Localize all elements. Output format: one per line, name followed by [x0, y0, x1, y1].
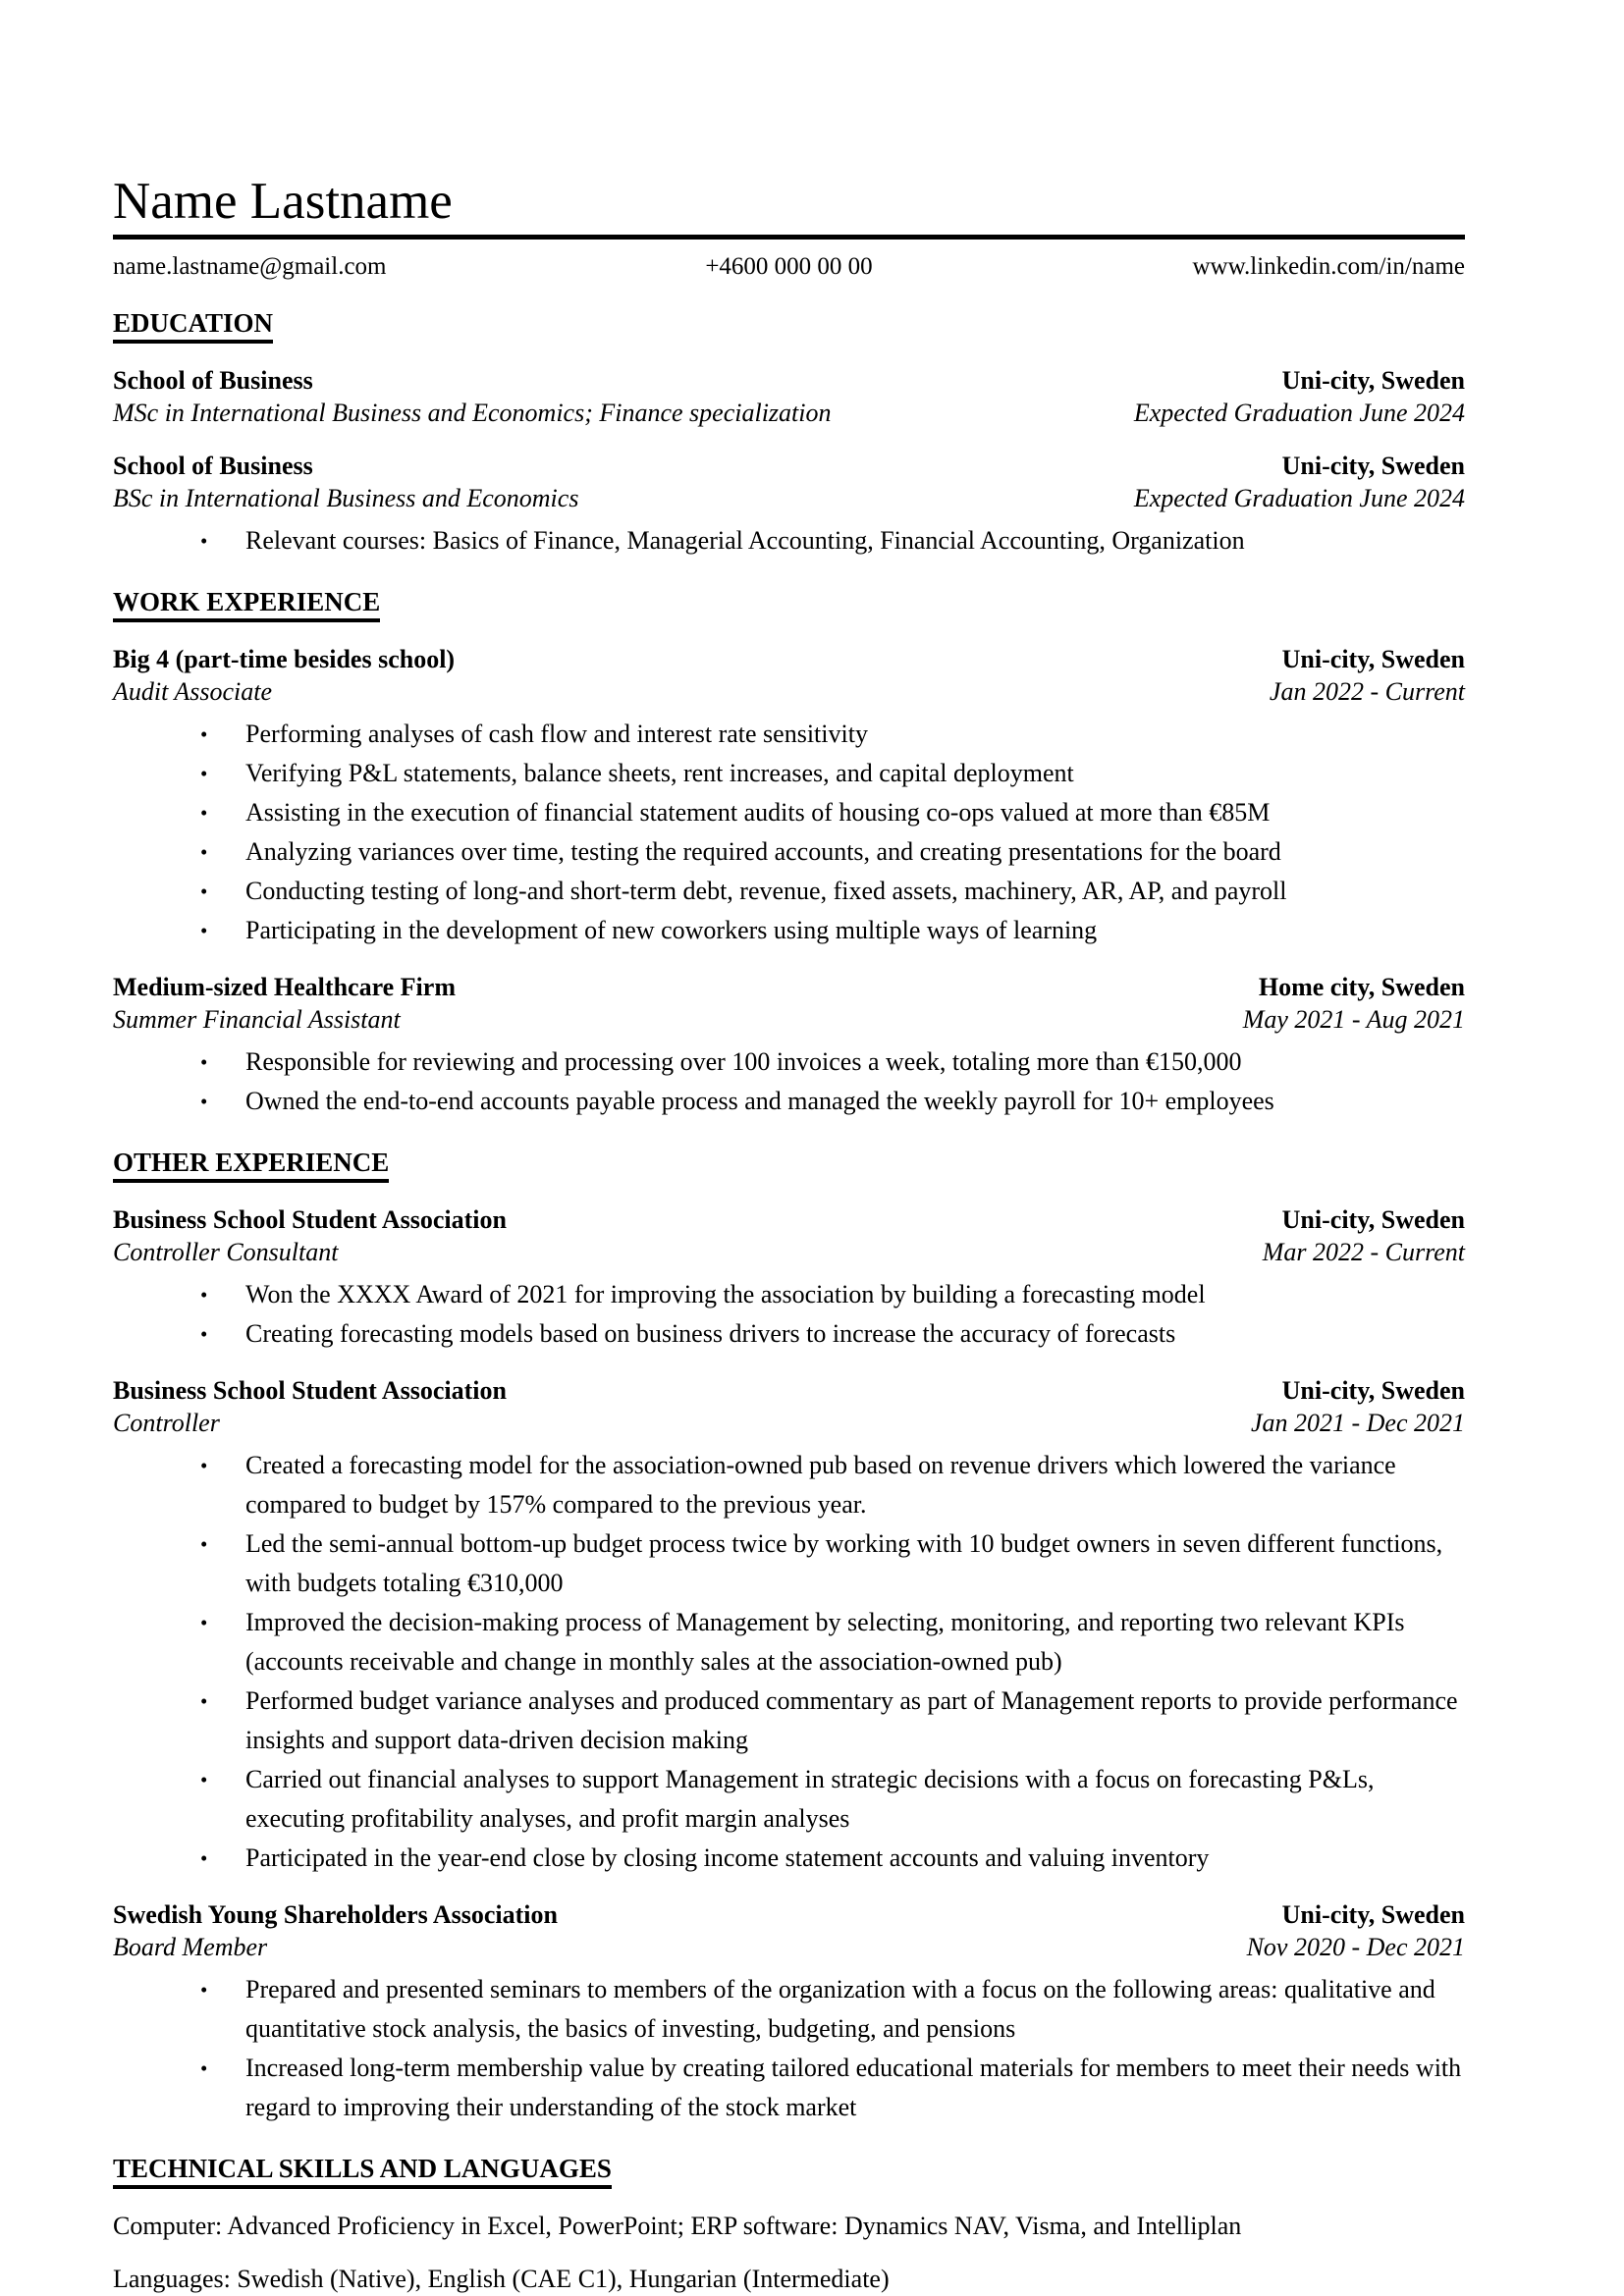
- bullet-item: • Created a forecasting model for the association-owned pub based on revenue drivers which lowered the variance compared to budget by 157% compared to the previous year.: [245, 1446, 1463, 1524]
- section-other-experience: [113, 1121, 1465, 2127]
- bullet-item: • Relevant courses: Basics of Finance, Managerial Accounting, Financial Accounting, Organization: [245, 521, 1463, 561]
- work-entry: [113, 971, 1465, 1121]
- section-heading-work-experience: WORK EXPERIENCE: [113, 587, 380, 622]
- education-entry: [113, 364, 1465, 429]
- org-name: Business School Student Association: [113, 1205, 507, 1235]
- bullet-list: [113, 1970, 1465, 2127]
- section-work-experience: [113, 561, 1465, 1121]
- bullet-item: • Owned the end-to-end accounts payable process and managed the weekly payroll for 10+ employees: [245, 1082, 1463, 1121]
- bullet-list: [113, 521, 1465, 561]
- org-name: Big 4 (part-time besides school): [113, 645, 456, 674]
- entry-location: Home city, Sweden: [1258, 973, 1465, 1002]
- entry-subtitle-row: [113, 1407, 1465, 1439]
- entry-dates: Nov 2020 - Dec 2021: [1246, 1933, 1465, 1962]
- entry-subtitle-row: [113, 397, 1465, 429]
- bullet-item: • Assisting in the execution of financial statement audits of housing co-ops valued at more than €85M: [245, 793, 1463, 832]
- entry-role: MSc in International Business and Economics; Finance specialization: [113, 399, 832, 428]
- section-skills-languages: [113, 2127, 1465, 2295]
- entry-location: Uni-city, Sweden: [1281, 1205, 1465, 1235]
- entry-role: BSc in International Business and Economics: [113, 484, 579, 513]
- entry-header-row: [113, 971, 1465, 1003]
- entry-subtitle-row: [113, 1003, 1465, 1036]
- contact-row: [113, 252, 1465, 282]
- bullet-item: • Verifying P&L statements, balance sheets, rent increases, and capital deployment: [245, 754, 1463, 793]
- entry-header-row: [113, 1203, 1465, 1236]
- bullet-list: [113, 715, 1465, 950]
- resume-page: [113, 0, 1465, 2295]
- entry-subtitle-row: [113, 1236, 1465, 1268]
- bullet-item: • Won the XXXX Award of 2021 for improving the association by building a forecasting model: [245, 1275, 1463, 1314]
- work-entry: [113, 643, 1465, 950]
- entry-location: Uni-city, Sweden: [1281, 452, 1465, 481]
- entry-dates: Jan 2021 - Dec 2021: [1250, 1409, 1465, 1438]
- bullet-list: [113, 1042, 1465, 1121]
- entry-dates: Mar 2022 - Current: [1262, 1238, 1465, 1267]
- education-entry: [113, 450, 1465, 561]
- bullet-item: • Increased long-term membership value by creating tailored educational materials for members to meet their needs with regard to improving their understanding of the stock market: [245, 2049, 1463, 2127]
- entry-header-row: [113, 1898, 1465, 1931]
- bullet-item: • Carried out financial analyses to support Management in strategic decisions with a focus on forecasting P&Ls, executing profitability analyses, and profit margin analyses: [245, 1760, 1463, 1839]
- contact-linkedin: www.linkedin.com/in/name: [1192, 253, 1465, 281]
- entry-role: Controller Consultant: [113, 1238, 339, 1267]
- bullet-item: • Improved the decision-making process of Management by selecting, monitoring, and reporting two relevant KPIs (accounts receivable and change in monthly sales at the association-owned pub): [245, 1603, 1463, 1682]
- org-name: Medium-sized Healthcare Firm: [113, 973, 456, 1002]
- entry-dates: May 2021 - Aug 2021: [1242, 1005, 1465, 1035]
- skills-languages-line: Languages: Swedish (Native), English (CAE C1), Hungarian (Intermediate): [113, 2265, 890, 2294]
- skills-computer-line: Computer: Advanced Proficiency in Excel, PowerPoint; ERP software: Dynamics NAV, Visma, and Intelliplan: [113, 2212, 1242, 2241]
- contact-phone: +4600 000 00 00: [705, 253, 873, 281]
- entry-header-row: [113, 364, 1465, 397]
- entry-location: Uni-city, Sweden: [1281, 366, 1465, 396]
- entry-header-row: [113, 1374, 1465, 1407]
- entry-header-row: [113, 450, 1465, 482]
- entry-dates: Expected Graduation June 2024: [1133, 484, 1465, 513]
- entry-header-row: [113, 643, 1465, 675]
- bullet-list: [113, 1275, 1465, 1354]
- entry-subtitle-row: [113, 1931, 1465, 1963]
- org-name: Swedish Young Shareholders Association: [113, 1900, 558, 1930]
- entry-dates: Expected Graduation June 2024: [1133, 399, 1465, 428]
- bullet-item: • Led the semi-annual bottom-up budget process twice by working with 10 budget owners in seven different functions, with budgets totaling €310,000: [245, 1524, 1463, 1603]
- resume-name: Name Lastname: [113, 173, 453, 230]
- org-name: School of Business: [113, 366, 313, 396]
- contact-email: name.lastname@gmail.com: [113, 253, 387, 281]
- entry-subtitle-row: [113, 482, 1465, 514]
- org-name: Business School Student Association: [113, 1376, 507, 1406]
- entry-location: Uni-city, Sweden: [1281, 1900, 1465, 1930]
- bullet-item: • Performing analyses of cash flow and interest rate sensitivity: [245, 715, 1463, 754]
- entry-location: Uni-city, Sweden: [1281, 1376, 1465, 1406]
- entry-location: Uni-city, Sweden: [1281, 645, 1465, 674]
- bullet-item: • Conducting testing of long-and short-term debt, revenue, fixed assets, machinery, AR, AP, and payroll: [245, 872, 1463, 911]
- bullet-item: • Creating forecasting models based on business drivers to increase the accuracy of forecasts: [245, 1314, 1463, 1354]
- entry-role: Summer Financial Assistant: [113, 1005, 401, 1035]
- bullet-item: • Analyzing variances over time, testing the required accounts, and creating presentations for the board: [245, 832, 1463, 872]
- section-heading-skills-languages: TECHNICAL SKILLS AND LANGUAGES: [113, 2154, 612, 2189]
- other-entry: [113, 1898, 1465, 2127]
- section-education: [113, 282, 1465, 561]
- section-heading-other-experience: OTHER EXPERIENCE: [113, 1148, 389, 1183]
- entry-role: Audit Associate: [113, 677, 273, 707]
- bullet-item: • Participating in the development of new coworkers using multiple ways of learning: [245, 911, 1463, 950]
- entry-subtitle-row: [113, 675, 1465, 708]
- entry-dates: Jan 2022 - Current: [1269, 677, 1465, 707]
- header-rule: [113, 235, 1465, 240]
- other-entry: [113, 1203, 1465, 1354]
- section-heading-education: EDUCATION: [113, 308, 273, 344]
- entry-role: Controller: [113, 1409, 220, 1438]
- bullet-item: • Participated in the year-end close by closing income statement accounts and valuing inventory: [245, 1839, 1463, 1878]
- entry-role: Board Member: [113, 1933, 268, 1962]
- bullet-item: • Prepared and presented seminars to members of the organization with a focus on the following areas: qualitative and quantitative stock analysis, the basics of investing, budgeting, and pensions: [245, 1970, 1463, 2049]
- org-name: School of Business: [113, 452, 313, 481]
- bullet-list: [113, 1446, 1465, 1878]
- bullet-item: • Performed budget variance analyses and produced commentary as part of Management reports to provide performance insights and support data-driven decision making: [245, 1682, 1463, 1760]
- other-entry: [113, 1374, 1465, 1878]
- bullet-item: • Responsible for reviewing and processing over 100 invoices a week, totaling more than €150,000: [245, 1042, 1463, 1082]
